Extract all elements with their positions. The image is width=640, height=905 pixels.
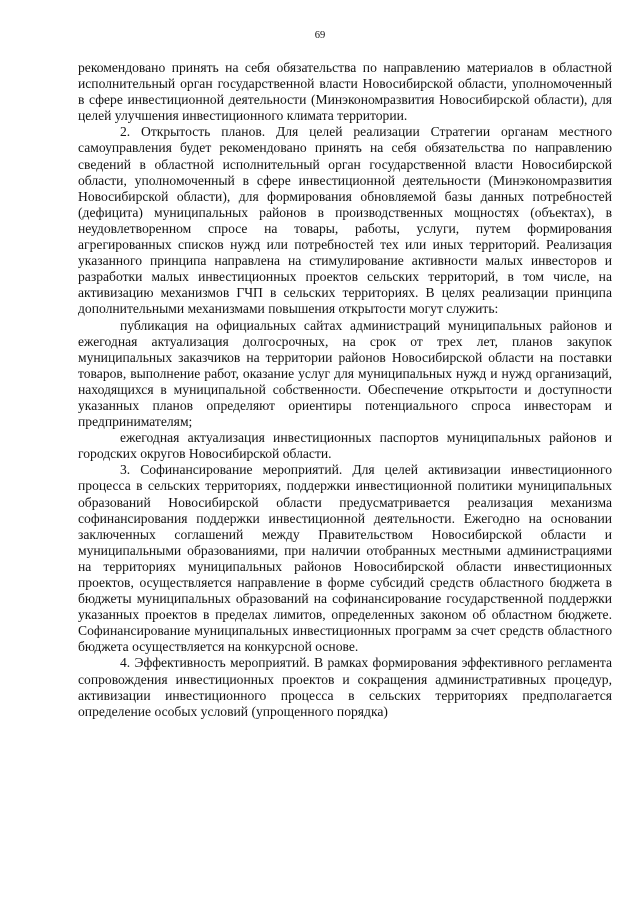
paragraph-continuation: рекомендовано принять на себя обязательства по направлению материалов в областной исполнительный орган государственной власти Новосибирской области, уполномоченный в сфере инвестиционной деятельности (Минэкономразвития Новосибирской области), для целей улучшения инвестиционного климата территории.	[78, 60, 612, 124]
page-number: 69	[314, 30, 326, 41]
document-body	[78, 60, 612, 720]
paragraph-investment-passports: ежегодная актуализация инвестиционных паспортов муниципальных районов и городских округов Новосибирской области.	[78, 430, 612, 462]
paragraph-plan-openness: 2. Открытость планов. Для целей реализации Стратегии органам местного самоуправления будет рекомендовано принять на себя обязательства по направлению сведений в областной исполнительный орган государственной власти Новосибирской области, уполномоченный в сфере инвестиционной деятельности (Минэкономразвития Новосибирской области), для формирования обновляемой базы данных потребностей (дефицита) муниципальных районов в производственных мощностях (объектах), в неудовлетворенном спросе на товары, работы, услуги, путем формирования агрегированных списков нужд или потребностей тех или иных территорий. Реализация указанного принципа направлена на стимулирование активности малых инвесторов и разработки малых инвестиционных проектов сельских территорий, в том числе, на активизацию механизмов ГЧП в сельских территориях. В целях реализации принципа дополнительными механизмами повышения открытости могут служить:	[78, 124, 612, 317]
paragraph-procurement-plans: публикация на официальных сайтах администраций муниципальных районов и ежегодная актуализация долгосрочных, на срок от трех лет, планов закупок муниципальных заказчиков на территории районов Новосибирской области на поставки товаров, выполнение работ, оказание услуг для муниципальных нужд и нужд организаций, находящихся в муниципальной собственности. Обеспечение открытости и доступности указанных планов определяют ориентиры потенциального спроса инвесторам и предпринимателям;	[78, 317, 612, 430]
paragraph-efficiency: 4. Эффективность мероприятий. В рамках формирования эффективного регламента сопровождения инвестиционных проектов и сокращения административных процедур, активизации инвестиционного процесса в сельских территориях предполагается определение особых условий (упрощенного порядка)	[78, 655, 612, 719]
paragraph-cofinancing: 3. Софинансирование мероприятий. Для целей активизации инвестиционного процесса в сельских территориях, поддержки инвестиционной политики муниципальных образований Новосибирской области предусматривается реализация механизма софинансирования поддержки инвестиционной деятельности. Ежегодно на основании заключенных соглашений между Правительством Новосибирской области и муниципальными образованиями, при наличии отобранных местными администрациями на территориях муниципальных районов Новосибирской области инвестиционных проектов, осуществляется направление в форме субсидий средств областного бюджета в бюджеты муниципальных образований на софинансирование государственной поддержки указанных проектов в пределах лимитов, определенных законом об областном бюджете. Софинансирование муниципальных инвестиционных программ за счет средств областного бюджета осуществляется на конкурсной основе.	[78, 462, 612, 655]
